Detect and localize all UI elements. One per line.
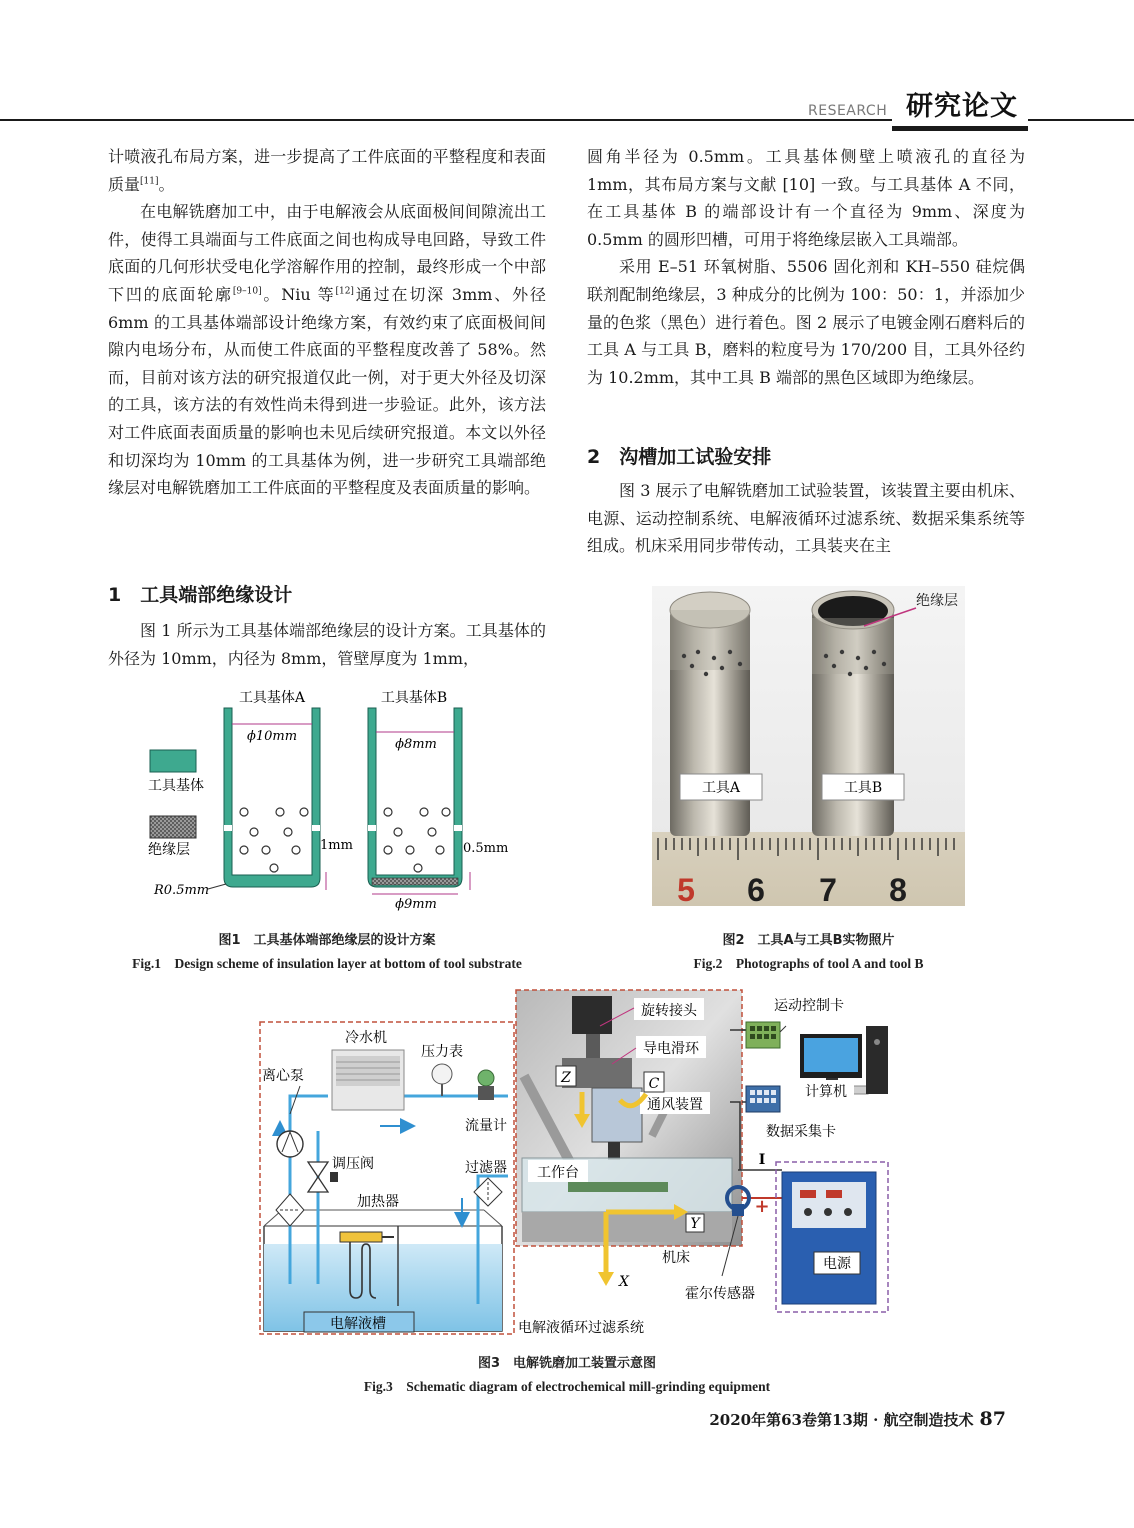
fig3-flowmeter-label: 流量计 [465,1118,507,1134]
paragraph: 圆角半径为 0.5mm。工具基体侧壁上喷液孔的直径为 1mm，其布局方案与文献 [10] 一致。与工具基体 A 不同，在工具基体 B 的端部设计有一个直径为 9mm、深度为 0.5mm 的圆形凹槽，可用于将绝缘层嵌入工具端部。 [587,147,1025,249]
fig3-diagram [252,986,902,1344]
fig2-ruler-6: 6 [747,872,765,906]
fig3-chiller [332,1050,404,1110]
paragraph: 在电解铣磨加工中，由于电解液会从底面极间间隙流出工件，使得工具端面与工件底面之间也构成导电回路，导致工件底面的几何形状受电化学溶解作用的控制，最终形成一个中部下凹的底面轮廓[9–10]。Niu 等[12]通过在切深 3mm、外径 6mm 的工具基体端部设计绝缘方案，有效约束了底面极间间隙内电场分布，从而使工件底面的平整程度改善了 58%。然而，目前对该方法的研究报道仅此一例，对于更大外径及切深的工具，该方法的有效性尚未得到进一步验证。此外，该方法对工件底面表面质量的影响也未见后续研究报道。本文以外径和切深均为 10mm 的工具基体为例，进一步研究工具端部绝缘层对电解铣磨加工工件底面的平整程度及表面质量的影响。 [108,202,546,498]
fig3-gauge [432,1064,452,1084]
fig3-heater-label: 加热器 [357,1194,399,1210]
fig2-photo [652,586,965,906]
fig1-radius: R0.5mm [154,883,210,898]
left-column [108,143,546,502]
right-column [587,143,1025,391]
right-column-2 [587,477,1025,560]
footer-journal: 2020年第63卷第13期 · 航空制造技术 [709,1411,974,1429]
fig3-flowmeter [478,1070,494,1086]
paragraph: 采用 E–51 环氧树脂、5506 固化剂和 KH–550 硅烷偶联剂配制绝缘层，3 种成分的比例为 100：50：1，并添加少量的色浆（黑色）进行着色。图 2 展示了电镀金刚石磨料后的工具 A 与工具 B，磨料的粒度号为 170/200 目，工具外径约为 10.2mm，其中工具 B 端部的黑色区域即为绝缘层。 [587,257,1025,387]
fig3-power [776,1162,888,1312]
fig3-computer-label: 计算机 [805,1084,847,1100]
fig1-dim-05: 0.5mm [463,841,509,856]
fig3-chiller-label: 冷水机 [345,1030,387,1046]
fig3-rotary-label: 旋转接头 [641,1003,697,1019]
fig1-dim-1mm: 1mm [320,838,353,853]
fig3-power-label: 电源 [823,1256,851,1272]
fig1-tool-a-label: 工具基体A [238,690,306,706]
fig1-tool-b-label: 工具基体B [380,690,448,706]
fig3-tank [264,1210,502,1332]
fig3-axis-x: X [619,1274,629,1290]
fig1-caption-cn: 图1 工具基体端部绝缘层的设计方案 [218,933,436,948]
fig1-legend-base-swatch [150,750,196,772]
fig1-holes-b [384,808,450,872]
fig3-motion-label: 运动控制卡 [774,998,844,1014]
header-research: RESEARCH [808,103,888,119]
fig2-ruler-8: 8 [889,872,907,906]
fig3-valve-label: 调压阀 [332,1156,374,1172]
fig2-tool-b-label: 工具B [843,780,883,796]
fig3-axis-c: C [648,1076,660,1092]
fig3-caption-cn: 图3 电解铣磨加工装置示意图 [477,1356,657,1371]
fig1-tool-b [368,708,462,887]
fig3-circ-label: 电解液循环过滤系统 [518,1320,644,1336]
fig1-dia-b: ϕ8mm [395,737,437,752]
fig3-machine [516,990,742,1246]
fig1-legend-ins-swatch [150,816,196,838]
fig3-daq-label: 数据采集卡 [766,1124,836,1140]
fig3-table-label: 工作台 [537,1165,579,1181]
fig2-ruler-7: 7 [819,872,837,906]
fig3-axis-z: Z [561,1070,571,1086]
fig3-daq-card [746,1086,780,1112]
header-section-title: 研究论文 [906,91,1018,122]
fig3-filter-label: 过滤器 [465,1160,507,1176]
fig3-machine-label: 机床 [662,1250,690,1266]
fig1-tool-a [224,708,320,887]
fig3-gauge-label: 压力表 [421,1044,463,1060]
fig1-caption-en: Fig.1 Design scheme of insulation layer at bottom of tool substrate [132,956,522,971]
paragraph: 图 3 展示了电解铣磨加工试验装置，该装置主要由机床、电源、运动控制系统、电解液循环过滤系统、数据采集系统等组成。机床采用同步带传动，工具装夹在主 [587,481,1025,556]
fig1-diagram [140,682,520,914]
fig2-photo-art [652,586,965,906]
fig3-valve [308,1162,328,1192]
fig3-pump-label: 离心泵 [262,1068,304,1084]
fig2-caption-en: Fig.2 Photographs of tool A and tool B [693,956,924,971]
paragraph: 图 1 所示为工具基体端部绝缘层的设计方案。工具基体的外径为 10mm，内径为 8mm，管壁厚度为 1mm， [108,621,546,668]
fig3-axis-y: Y [690,1216,700,1232]
page-footer [709,1408,1006,1430]
fig3-hall-label: 霍尔传感器 [685,1286,755,1302]
fig1-dia-c: ϕ9mm [395,897,437,912]
section-heading-2: 2 沟槽加工试验安排 [587,446,772,468]
fig2-caption-cn: 图2 工具A与工具B实物照片 [722,933,895,948]
fig2-ins-label: 绝缘层 [916,593,958,609]
fig2-tool-a-label: 工具A [701,780,741,796]
fig3-current-i: I [758,1152,766,1168]
section-heading-1: 1 工具端部绝缘设计 [108,584,293,606]
fig1-legend-ins-label: 绝缘层 [148,842,190,858]
fig2-ruler-5: 5 [677,872,695,906]
fig3-slip-label: 导电滑环 [643,1041,699,1057]
page-number: 87 [979,1408,1006,1430]
fig1-dia-a: ϕ10mm [246,729,298,744]
fig1-legend-base-label: 工具基体 [148,778,204,794]
fig3-caption-en: Fig.3 Schematic diagram of electrochemical mill-grinding equipment [363,1379,771,1394]
fig3-pump [277,1131,303,1157]
fig3-motion-card [746,1022,780,1048]
fig3-vent-label: 通风装置 [647,1097,703,1113]
fig3-plus: + [754,1196,770,1217]
paragraph: 计喷液孔布局方案，进一步提高了工件底面的平整程度和表面质量[11]。 [108,147,546,194]
fig1-holes-a [240,808,308,872]
fig3-tank-label: 电解液槽 [330,1316,386,1332]
left-column-2 [108,617,546,672]
